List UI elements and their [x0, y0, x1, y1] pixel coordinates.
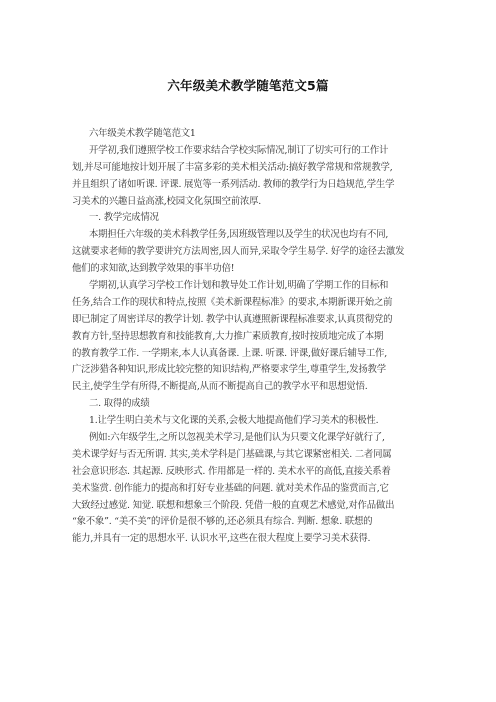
text-line: 社会意识形态. 其起源. 反映形式. 作用都是一样的. 美术水平的高低,直接关系着 [72, 465, 391, 477]
text-line: 六年级美术教学随笔范文1 [89, 128, 196, 139]
text-line: 教育方针,坚持思想教育和技能教育,大力推广素质教育,按时按质地完成了本期 [72, 330, 384, 342]
text-line: 这就要求老师的教学要讲究方法周密,因人而异,采取令学生易学. 好学的途径去激发 [72, 246, 405, 258]
text-line: 习美术的兴趣日益高涨,校园文化氛围空前浓厚. [72, 195, 262, 207]
text-line: 学期初,认真学习学校工作计划和教导处工作计划,明确了学期工作的目标和 [89, 280, 389, 292]
text-line: 1.让学生明白美术与文化课的关系,会极大地提高他们学习美术的积极性. [89, 415, 379, 427]
text-line: 民主,使学生学有所得,不断提高,从而不断提高自己的教学水平和思想觉悟. [72, 381, 368, 393]
text-line: 美术课学好与否无所谓. 其实,美术学科是门基础课,与其它课紧密相关. 二者同属 [72, 448, 392, 460]
text-line: 本期担任六年级的美术科教学任务,因班级管理以及学生的状况也均有不同, [89, 229, 389, 241]
text-line: 美术鉴赏. 创作能力的提高和打好专业基础的问题. 就对美术作品的鉴赏而言,它 [72, 482, 389, 494]
text-line: 划,并尽可能地按计划开展了丰富多彩的美术相关活动:搞好教学常规和常规教学, [72, 161, 393, 173]
text-line: 广泛涉猎各种知识,形成比较完整的知识结构,严格要求学生,尊重学生,发扬教学 [72, 364, 386, 376]
text-line: 大致经过感觉. 知觉. 联想和想象三个阶段. 凭借一般的直观艺术感觉,对作品做出 [72, 499, 395, 511]
text-line: 开学初,我们遵照学校工作要求结合学校实际情况,制订了切实可行的工作计 [89, 144, 389, 156]
text-line: 他们的求知欲,达到教学效果的事半功倍! [72, 263, 235, 275]
text-line: 并且组织了诸如听课. 评课. 展览等一系列活动. 教师的教学行为日趋规范,学生学 [72, 178, 395, 190]
text-line: 一. 教学完成情况 [89, 212, 159, 224]
document-body [72, 126, 428, 548]
text-line: 二. 取得的成绩 [89, 398, 150, 410]
document-title: 六年级美术教学随笔范文5篇 [167, 78, 329, 93]
text-line: 例如:六年级学生,之所以忽视美术学习,是他们认为只要文化课学好就行了, [89, 432, 385, 444]
text-line: 任务,结合工作的现状和特点,按照《美术新课程标准》的要求,本期新课开始之前 [72, 296, 393, 308]
text-line: 的教育教学工作. 一学期来,本人认真备课. 上课. 听课. 评课,做好课后辅导工作, [72, 347, 388, 359]
text-line: “象不象”. “美不美”的评价是很不够的,还必须具有综合. 判断. 想象. 联想的 [72, 516, 373, 528]
text-line: 能力,并具有一定的思想水平. 认识水平,这些在很大程度上要学习美术获得. [72, 533, 371, 545]
text-line: 即已制定了周密详尽的教学计划. 教学中认真遵照新课程标准要求,认真贯彻党的 [72, 313, 393, 325]
